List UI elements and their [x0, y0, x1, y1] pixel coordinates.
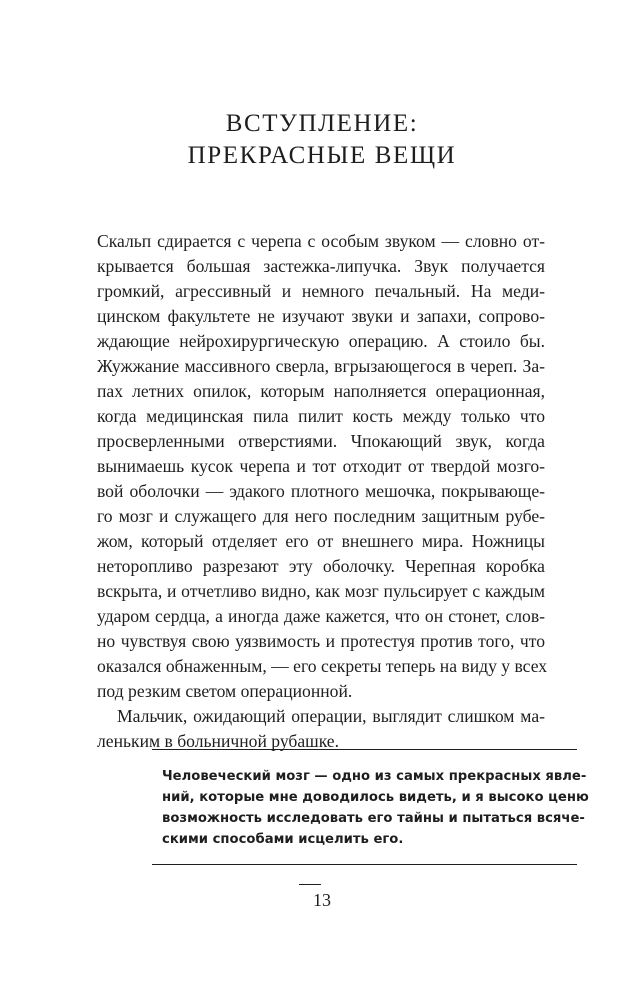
text-line: громкий, агрессивный и немного печальный. На меди- [97, 281, 545, 301]
callout-bottom-rule [152, 864, 577, 865]
pull-quote [162, 766, 589, 850]
text-line: ждающие нейрохирургическую операцию. А стоило бы. [97, 331, 545, 351]
text-line: го мозг и служащего для него последним защитным рубе- [97, 506, 545, 526]
text-line: вой оболочки — эдакого плотного мешочка, покрывающе- [97, 481, 545, 501]
text-line: когда медицинская пила пилит кость между только что [97, 406, 545, 426]
text-line: крывается большая застежка-липучка. Звук получается [97, 256, 545, 276]
body-text [97, 229, 548, 754]
text-line: оказался обнаженным, — его секреты теперь на виду у всех [97, 656, 548, 676]
text-line: леньким в больничной рубашке. [97, 731, 340, 751]
page-number-rule [299, 884, 321, 885]
text-line: но чувствуя свою уязвимость и протестуя против того, что [97, 631, 545, 651]
text-line: жом, который отделяет его от внешнего мира. Ножницы [97, 531, 545, 551]
paragraph-1 [97, 229, 548, 704]
text-line: ударом сердца, а иногда даже кажется, что он стонет, слов- [97, 606, 545, 626]
pull-quote-line: возможность исследовать его тайны и пытаться всяче- [162, 811, 585, 826]
pull-quote-line: ний, которые мне доводилось видеть, и я высоко ценю [162, 790, 589, 805]
text-line: цинском факультете не изучают звуки и запахи, сопрово- [97, 306, 545, 326]
text-line: вынимаешь кусок черепа и тот отходит от твердой мозго- [97, 456, 545, 476]
chapter-title-line-2: ПРЕКРАСНЫЕ ВЕЩИ [187, 142, 457, 169]
text-line: Жужжание массивного сверла, вгрызающегося в череп. За- [97, 356, 545, 376]
text-line: просверленными отверстиями. Чпокающий звук, когда [97, 431, 545, 451]
text-line: пах летних опилок, которым наполняется операционная, [97, 381, 545, 401]
paragraph-2 [97, 704, 545, 754]
chapter-title [0, 108, 644, 172]
pull-quote-line: скими способами исцелить его. [162, 832, 404, 847]
chapter-title-line-1: ВСТУПЛЕНИЕ: [225, 110, 419, 137]
text-line: вскрыта, и отчетливо видно, как мозг пульсирует с каждым [97, 581, 545, 601]
text-line: Мальчик, ожидающий операции, выглядит слишком ма- [117, 706, 545, 726]
page-number: 13 [313, 890, 331, 910]
pull-quote-line: Человеческий мозг — одно из самых прекрасных явле- [162, 769, 587, 784]
text-line: под резким светом операционной. [97, 681, 353, 701]
text-line: Скальп сдирается с черепа с особым звуком — словно от- [97, 231, 545, 251]
callout-top-rule [152, 749, 577, 750]
text-line: неторопливо разрезают эту оболочку. Черепная коробка [97, 556, 545, 576]
